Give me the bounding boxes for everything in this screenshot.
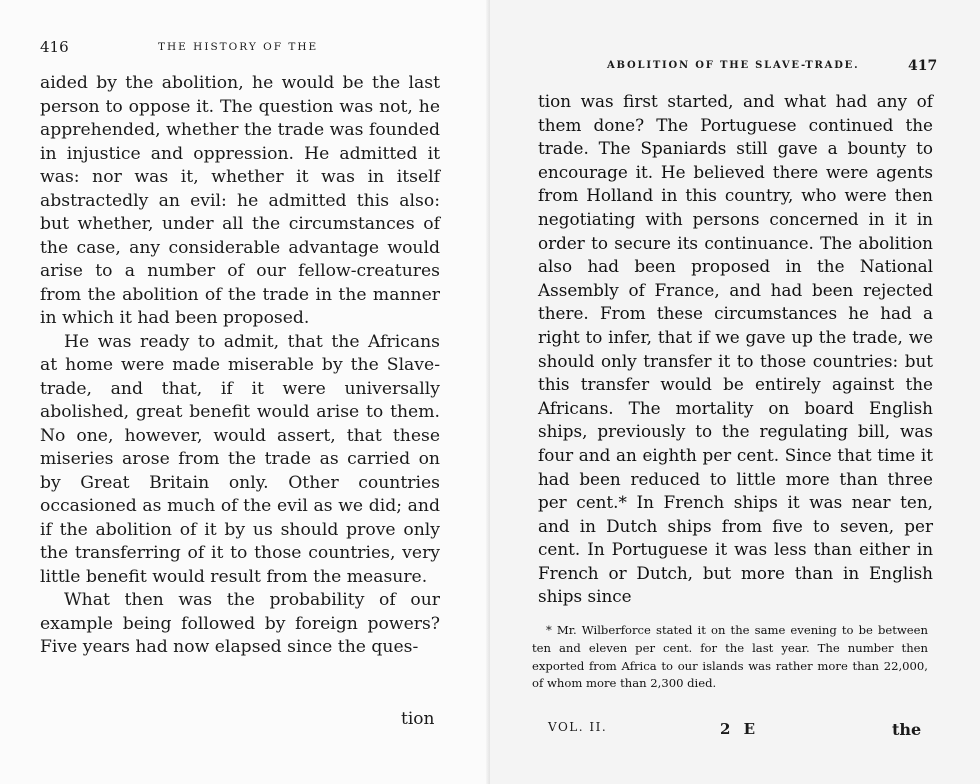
right-catchword: the (892, 720, 922, 739)
left-paragraph-2: He was ready to admit, that the Africans at home were made miserable by the Slave-trade, and that, if it were universally abolished, great benefit would arise to them. No one, however, would assert, that these miseries arose from the trade as carried on by Great Britain only. Other countries occasioned as much of the evil as we did; and if the abolition of it by us should prove only the transferring of it to those countries, very little benefit would result from the measure. (40, 331, 440, 587)
right-paragraph-1: tion was first started, and what had any of them done? The Portuguese continued the trade. The Spaniards still gave a bounty to encourage it. He believed there were agents from Holland in this country, who were then negotiating with persons concerned in it in order to secure its continuance. The abolition also had been proposed in the National Assembly of France, and had been rejected there. From these circumstances he had a right to infer, that if we gave up the trade, we should only transfer it to those countries: but this transfer would be entirely against the Africans. The mortality on board English ships, previously to the regulating bill, was four and an eighth per cent. Since that time it had been reduced to little more than three per cent.* In French ships it was near ten, and in Dutch ships from five to seven, per cent. In Portuguese it was less than either in French or Dutch, but more than in English ships since (538, 91, 933, 607)
left-running-head: THE HISTORY OF THE (158, 41, 319, 53)
left-page-text (40, 72, 440, 660)
right-page-text (538, 90, 933, 609)
volume-label: VOL. II. (548, 720, 608, 734)
left-paragraph-1: aided by the abolition, he would be the last person to oppose it. The question was not, he apprehended, whether the trade was founded in injustice and oppression. He admitted it was: nor was it, whether it was in itself abstractedly an evil: he admitted this also: but whether, under all the circumstances of the case, any considerable advantage would arise to a number of our fellow-creatures from the abolition of the trade in the manner in which it had been proposed. (40, 73, 440, 328)
left-page-number: 416 (40, 38, 69, 56)
signature-mark: 2 E (720, 720, 760, 738)
footnote (532, 622, 928, 693)
right-running-head: ABOLITION OF THE SLAVE-TRADE. (607, 60, 860, 71)
left-catchword: tion (401, 709, 435, 729)
footnote-text: * Mr. Wilberforce stated it on the same evening to be between ten and eleven per cent. for the last year. The number then exported from Africa to our islands was rather more than 22,000, of whom more than 2,300 died. (532, 623, 928, 691)
left-paragraph-3: What then was the probability of our example being followed by foreign powers? Five years had now elapsed since the ques- (40, 590, 440, 657)
right-page-number: 417 (908, 58, 938, 74)
